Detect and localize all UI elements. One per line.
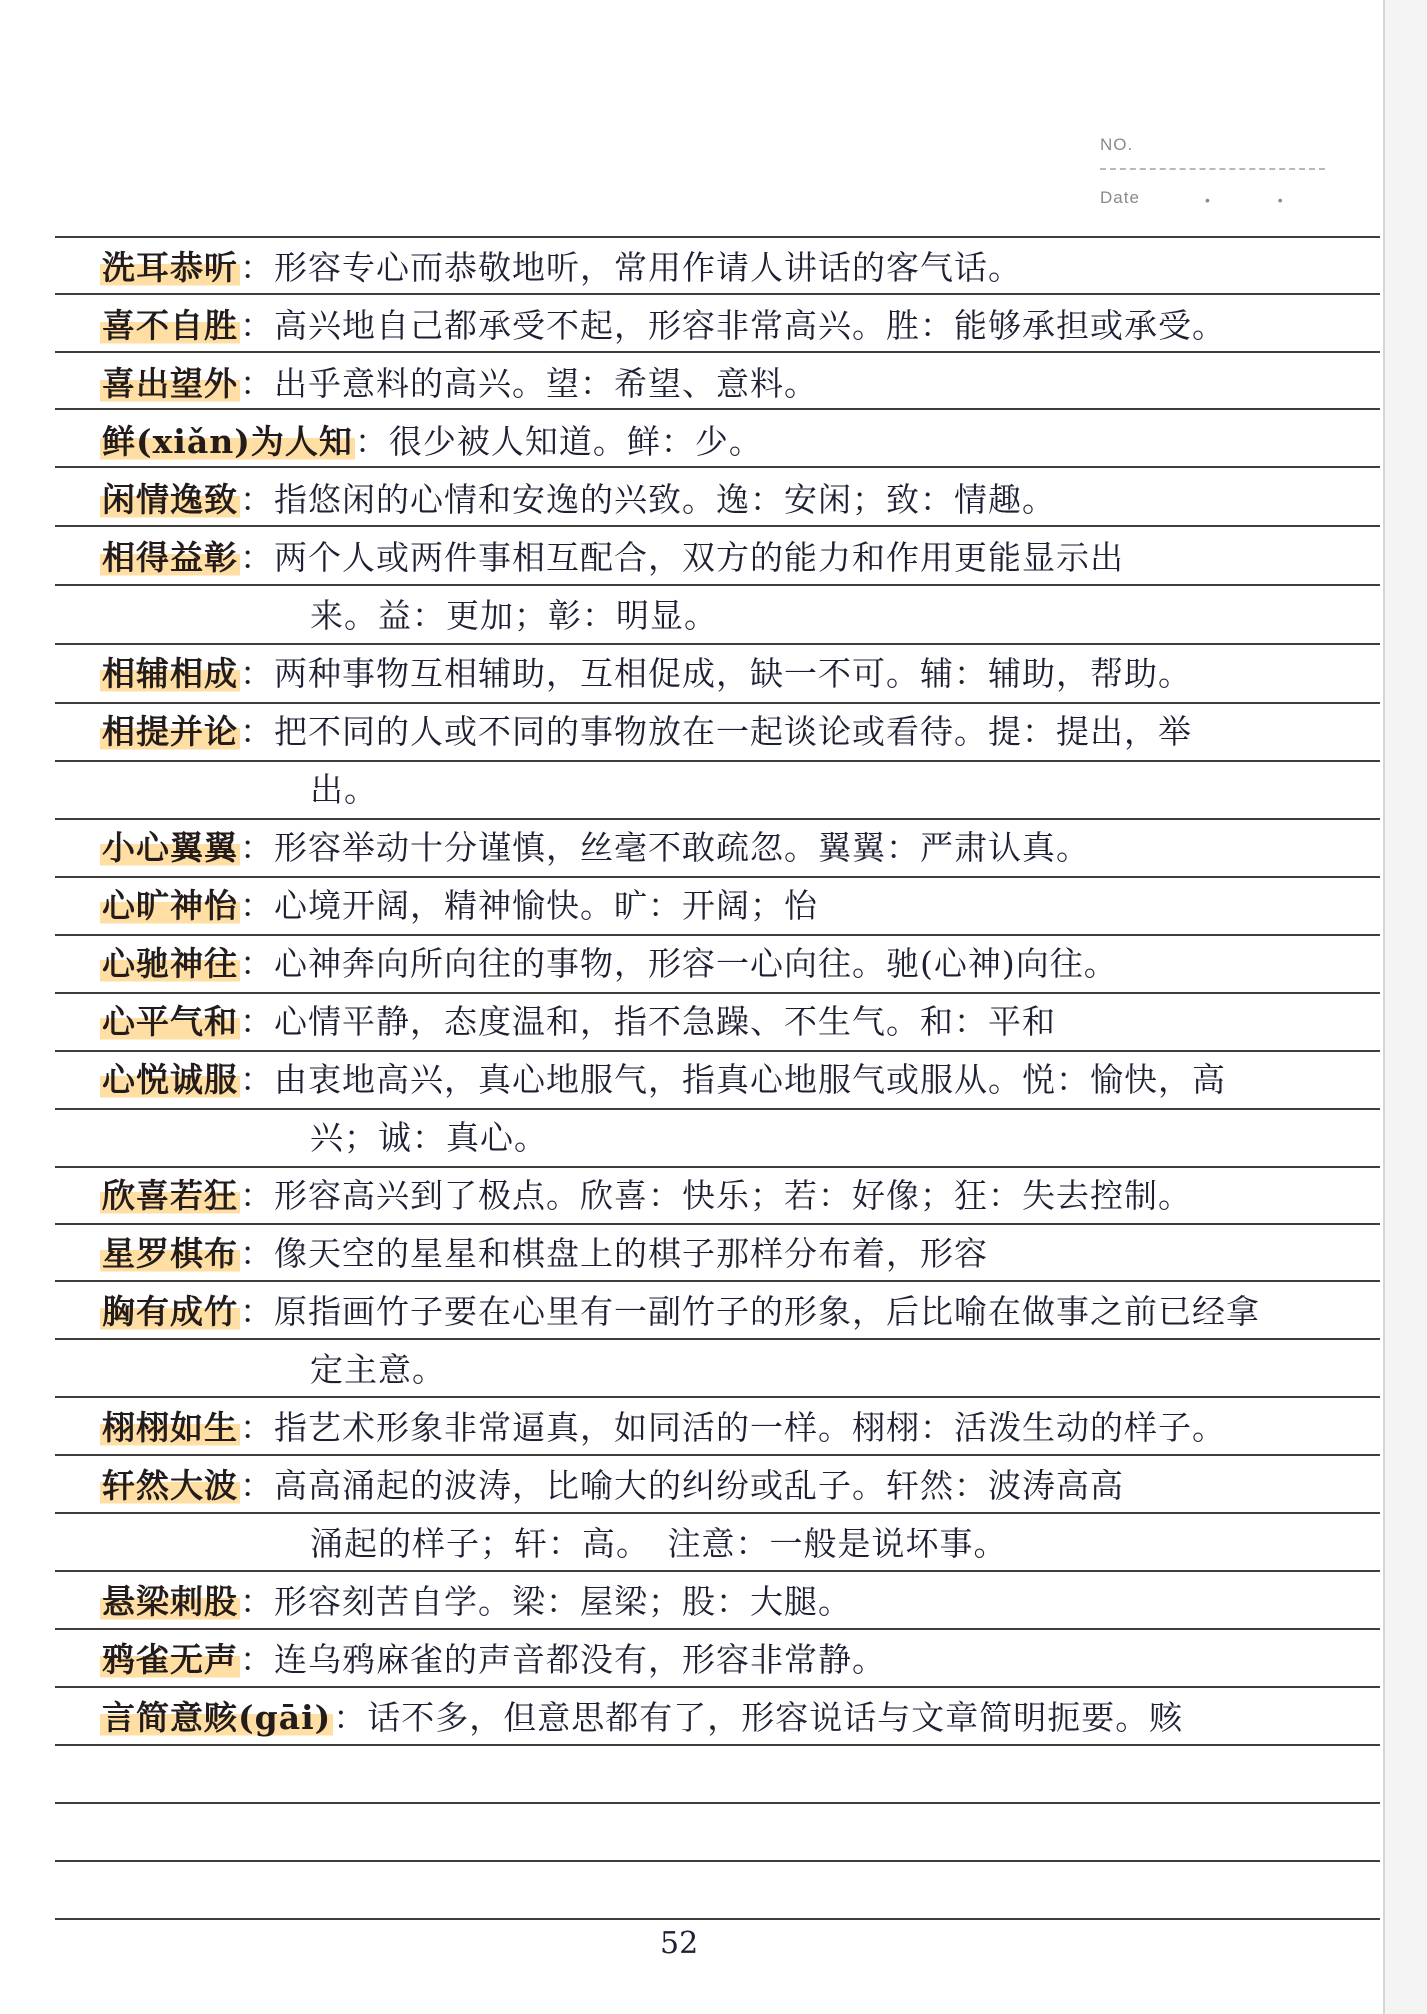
idiom-term: 心旷神怡: [102, 886, 238, 925]
ruled-line: [55, 1338, 1380, 1340]
ruled-line: [55, 1860, 1380, 1862]
ruled-line: [55, 643, 1380, 645]
term-separator: ：: [240, 1234, 274, 1273]
term-separator: ：: [240, 1292, 274, 1331]
idiom-term: 悬梁刺股: [102, 1582, 238, 1621]
idiom-definition: 两种事物互相辅助，互相促成，缺一不可。辅：辅助，帮助。: [274, 654, 1192, 693]
term-separator: ：: [240, 886, 274, 925]
idiom-row: [100, 1581, 852, 1623]
ruled-line: [55, 992, 1380, 994]
date-label: Date: [1100, 188, 1140, 207]
ruled-line: [55, 1050, 1380, 1052]
idiom-definition: 心情平静，态度温和，指不急躁、不生气。和：平和: [274, 1002, 1056, 1041]
idiom-definition: 两个人或两件事相互配合，双方的能力和作用更能显示出: [274, 538, 1124, 577]
term-separator: ：: [240, 1176, 274, 1215]
idiom-row: [100, 1175, 1192, 1217]
idiom-row: [100, 1291, 1260, 1333]
idiom-definition: 心神奔向所向往的事物，形容一心向往。驰(心神)向往。: [274, 944, 1118, 983]
term-separator: ：: [240, 944, 274, 983]
idiom-row: [100, 711, 1192, 753]
idiom-definition: 出乎意料的高兴。望：希望、意料。: [274, 364, 818, 403]
ruled-line: [55, 1454, 1380, 1456]
idiom-term: 喜出望外: [102, 364, 238, 403]
idiom-term: 心平气和: [102, 1002, 238, 1041]
ruled-line: [55, 1512, 1380, 1514]
idiom-term: 洗耳恭听: [102, 248, 238, 287]
idiom-definition: 高高涌起的波涛，比喻大的纠纷或乱子。轩然：波涛高高: [274, 1466, 1124, 1505]
ruled-line: [55, 760, 1380, 762]
term-separator: ：: [240, 712, 274, 751]
idiom-term: 轩然大波: [102, 1466, 238, 1505]
ruled-line: [55, 584, 1380, 586]
term-separator: ：: [240, 1582, 274, 1621]
ruled-line: [55, 1166, 1380, 1168]
ruled-line: [55, 1686, 1380, 1688]
idiom-term: 鲜(xiǎn)为人知: [102, 422, 353, 461]
idiom-term: 心驰神往: [102, 944, 238, 983]
ruled-line: [55, 351, 1380, 353]
idiom-term: 喜不自胜: [102, 306, 238, 345]
idiom-definition-continued: 兴；诚：真心。: [310, 1118, 548, 1157]
idiom-term: 闲情逸致: [102, 480, 238, 519]
term-separator: ：: [240, 1060, 274, 1099]
ruled-line: [55, 1396, 1380, 1398]
ruled-line: [55, 408, 1380, 410]
ruled-line: [55, 525, 1380, 527]
idiom-definition: 像天空的星星和棋盘上的棋子那样分布着，形容: [274, 1234, 988, 1273]
term-separator: ：: [240, 538, 274, 577]
idiom-term: 星罗棋布: [102, 1234, 238, 1273]
idiom-term: 相得益彰: [102, 538, 238, 577]
term-separator: ：: [240, 1002, 274, 1041]
ruled-line: [55, 1628, 1380, 1630]
idiom-row: [100, 479, 1056, 521]
idiom-definition-continued: 定主意。: [310, 1350, 446, 1389]
notebook-header: [1100, 130, 1380, 230]
idiom-definition-continued: 出。: [310, 770, 378, 809]
idiom-row: [100, 653, 1192, 695]
idiom-row: [100, 363, 818, 405]
idiom-row: [100, 421, 763, 463]
page-number: 52: [660, 1926, 699, 1961]
idiom-row: [100, 1697, 1183, 1739]
idiom-row: [100, 1001, 1056, 1043]
idiom-definition: 形容高兴到了极点。欣喜：快乐；若：好像；狂：失去控制。: [274, 1176, 1192, 1215]
idiom-term: 栩栩如生: [102, 1408, 238, 1447]
term-separator: ：: [240, 828, 274, 867]
header-divider: [1100, 168, 1325, 170]
idiom-definition: 把不同的人或不同的事物放在一起谈论或看待。提：提出，举: [274, 712, 1192, 751]
idiom-definition: 指悠闲的心情和安逸的兴致。逸：安闲；致：情趣。: [274, 480, 1056, 519]
ruled-line: [55, 934, 1380, 936]
idiom-term: 心悦诚服: [102, 1060, 238, 1099]
idiom-definition: 原指画竹子要在心里有一副竹子的形象，后比喻在做事之前已经拿: [274, 1292, 1260, 1331]
term-separator: ：: [240, 654, 274, 693]
idiom-definition: 形容举动十分谨慎，丝毫不敢疏忽。翼翼：严肃认真。: [274, 828, 1090, 867]
term-separator: ：: [333, 1698, 368, 1737]
idiom-definition: 连乌鸦麻雀的声音都没有，形容非常静。: [274, 1640, 886, 1679]
idiom-row: [100, 305, 1226, 347]
idiom-definition: 由衷地高兴，真心地服气，指真心地服气或服从。悦：愉快，高: [274, 1060, 1226, 1099]
idiom-row: [100, 1233, 988, 1275]
term-separator: ：: [240, 1408, 274, 1447]
idiom-definition: 形容专心而恭敬地听，常用作请人讲话的客气话。: [274, 248, 1022, 287]
idiom-term: 小心翼翼: [102, 828, 238, 867]
idiom-term: 鸦雀无声: [102, 1640, 238, 1679]
idiom-term: 欣喜若狂: [102, 1176, 238, 1215]
term-separator: ：: [240, 1640, 274, 1679]
idiom-row: [100, 827, 1090, 869]
idiom-definition: 话不多，但意思都有了，形容说话与文章简明扼要。赅: [367, 1698, 1184, 1737]
idiom-definition-continued: 涌起的样子；轩：高。 注意：一般是说坏事。: [310, 1524, 1008, 1563]
idiom-term: 言简意赅(gāi): [102, 1698, 332, 1737]
ruled-line: [55, 876, 1380, 878]
idiom-row: [100, 943, 1118, 985]
ruled-line: [55, 818, 1380, 820]
ruled-line: [55, 1570, 1380, 1572]
idiom-row: [100, 1639, 886, 1681]
term-separator: ：: [240, 1466, 274, 1505]
notebook-binding-edge: [1383, 0, 1427, 2014]
ruled-line: [55, 466, 1380, 468]
idiom-definition: 很少被人知道。鲜：少。: [388, 422, 763, 461]
no-label: NO.: [1100, 135, 1134, 154]
idiom-definition-continued: 来。益：更加；彰：明显。: [310, 596, 718, 635]
term-separator: ：: [354, 422, 389, 461]
idiom-row: [100, 1465, 1124, 1507]
ruled-line: [55, 702, 1380, 704]
ruled-line: [55, 293, 1380, 295]
idiom-row: [100, 1407, 1226, 1449]
idiom-term: 胸有成竹: [102, 1292, 238, 1331]
date-dots: • •: [1205, 192, 1315, 208]
ruled-line: [55, 1223, 1380, 1225]
term-separator: ：: [240, 306, 274, 345]
ruled-line: [55, 1108, 1380, 1110]
idiom-term: 相辅相成: [102, 654, 238, 693]
idiom-row: [100, 1059, 1226, 1101]
ruled-line: [55, 1918, 1380, 1920]
ruled-line: [55, 1280, 1380, 1282]
idiom-row: [100, 537, 1124, 579]
idiom-definition: 形容刻苦自学。梁：屋梁；股：大腿。: [274, 1582, 852, 1621]
term-separator: ：: [240, 480, 274, 519]
idiom-definition: 高兴地自己都承受不起，形容非常高兴。胜：能够承担或承受。: [274, 306, 1226, 345]
ruled-line: [55, 1802, 1380, 1804]
ruled-line: [55, 236, 1380, 238]
term-separator: ：: [240, 364, 274, 403]
idiom-definition: 指艺术形象非常逼真，如同活的一样。栩栩：活泼生动的样子。: [274, 1408, 1226, 1447]
idiom-row: [100, 885, 818, 927]
term-separator: ：: [240, 248, 274, 287]
idiom-row: [100, 247, 1022, 289]
idiom-term: 相提并论: [102, 712, 238, 751]
idiom-definition: 心境开阔，精神愉快。旷：开阔；怡: [274, 886, 818, 925]
ruled-line: [55, 1744, 1380, 1746]
